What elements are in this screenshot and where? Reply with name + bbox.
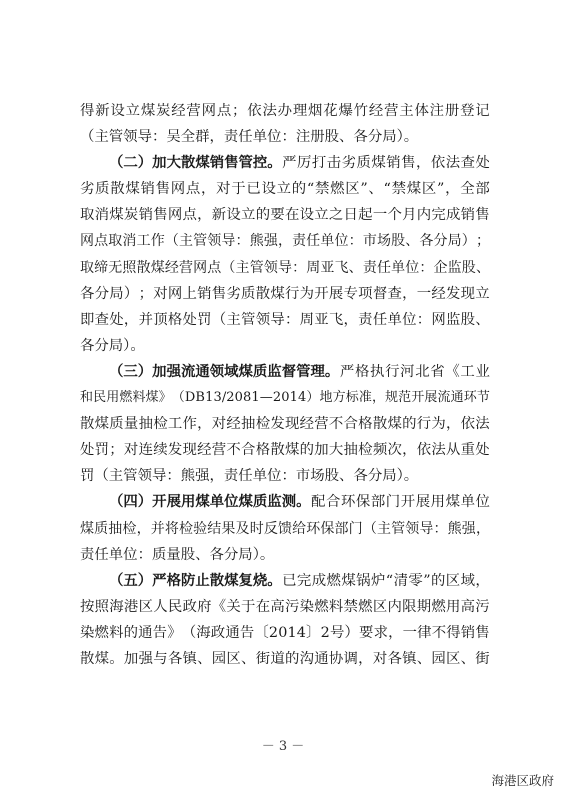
text-line: 煤 质 抽 检 ， 并 将 检 验 结 果 及 时 反 馈 给 环 保 部 门 （ 主 管 领 导 ： 熊 强 ， [80,520,490,537]
text-line: 即 查 处 ， 并 顶 格 处 罚 （ 主 管 领 导 ： 周 亚 飞 ， 责 任 单 位 ： 网 监 股 、 [80,311,490,328]
text-line: 染 燃 料 的 通 告 》 （ 海 政 通 告 〔 2 0 1 4 〕 2 号 ） 要 求 ， 一 律 不 得 销 售 [80,624,490,641]
text-line: 得 新 设 立 煤 炭 经 营 网 点 ； 依 法 办 理 烟 花 爆 竹 经 营 主 体 注 册 登 记 [80,103,490,119]
text-line: 罚（主管领导：熊强，责任单位：市场股、各分局）。 [80,468,419,485]
document-body [80,98,490,672]
text-line: 各 分 局 ） ； 对 网 上 销 售 劣 质 散 煤 行 为 开 展 专 项 督 查 ， 一 经 发 现 立 [80,285,490,302]
source-watermark: 海港区政府 [491,773,554,788]
text-line: （主管领导：吴全群，责任单位：注册股、各分局）。 [80,129,419,146]
text-line: 取 消 煤 炭 销 售 网 点 ， 新 设 立 的 要 在 设 立 之 日 起 一 个 月 内 完 成 销 售 [80,207,490,224]
paragraph-heading-line: （四）开展用煤单位煤质监测。 配 合 环 保 部 门 开 展 用 煤 单 位 [80,489,490,515]
text-line: 取 缔 无 照 散 煤 经 营 网 点 （ 主 管 领 导 ： 周 亚 飞 、 责 任 单 位 ： 企 监 股 、 [80,259,490,276]
text-line: 处 罚 ； 对 连 续 发 现 经 营 不 合 格 散 煤 的 加 大 抽 检 频 次 ， 依 法 从 重 处 [80,442,490,459]
paragraph-heading-line: （五）严格防止散煤复烧。 已 完 成 燃 煤 锅 炉 “ 清 零 ” 的 区 域 ， [80,568,490,594]
text-line: 劣 质 散 煤 销 售 网 点 ， 对 于 已 设 立 的 “ 禁 燃 区 ” 、 “ 禁 煤 区 ” ， 全 部 [80,181,490,198]
text-line: 散 煤 。 加 强 与 各 镇 、 园 区 、 街 道 的 沟 通 协 调 ， 对 各 镇 、 园 区 、 街 [80,650,490,667]
section-heading-3: （三）加强流通领域煤质监督管理。 [109,363,340,380]
text-line: 网 点 取 消 工 作 （ 主 管 领 导 ： 熊 强 ， 责 任 单 位 ： 市 场 股 、 各 分 局 ） ； [80,233,490,250]
section-heading-2: （二）加大散煤销售管控。 [109,155,282,172]
paragraph-heading-line: （三）加强流通领域煤质监督管理。 严 格 执 行 河 北 省 《 工 业 [80,359,490,385]
text-line: 各分局）。 [80,337,145,354]
text-line: 和 民 用 燃 料 煤 》 （ D B 1 3 / 2 0 8 1 — 2 0 1 4 ） 地 方 标 准 ， 规 范 开 展 流 通 环 节 [80,390,490,406]
text-line: 散 煤 质 量 抽 检 工 作 ， 对 经 抽 检 发 现 经 营 不 合 格 散 煤 的 行 为 ， 依 法 [80,416,490,433]
paragraph-heading-line: （二）加大散煤销售管控。 严 厉 打 击 劣 质 煤 销 售 ， 依 法 查 处 [80,150,490,176]
section-heading-5: （五）严格防止散煤复烧。 [109,572,282,589]
section-heading-4: （四）开展用煤单位煤质监测。 [109,494,311,511]
text-line: 按 照 海 港 区 人 民 政 府 《 关 于 在 高 污 染 燃 料 禁 燃 区 内 限 期 燃 用 高 污 [80,598,490,615]
text-line: 责任单位：质量股、各分局）。 [80,546,275,563]
page-number: － 3 － [261,739,305,754]
